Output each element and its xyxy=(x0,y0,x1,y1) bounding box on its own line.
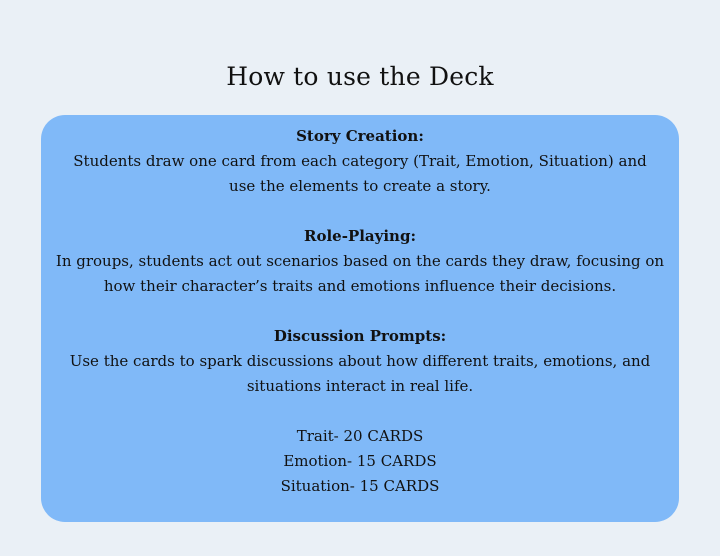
count-emotion: Emotion- 15 CARDS xyxy=(283,452,437,470)
section-story-creation xyxy=(41,124,679,199)
section-body: Use the cards to spark discussions about how different traits, emotions, and situations interact in real life. xyxy=(69,352,651,395)
section-body: In groups, students act out scenarios based on the cards they draw, focusing on how their character’s traits and emotions influence their decisions. xyxy=(55,252,665,295)
card-counts xyxy=(41,424,679,499)
page-title: How to use the Deck xyxy=(226,62,494,91)
section-heading: Role-Playing: xyxy=(304,227,416,245)
section-heading: Discussion Prompts: xyxy=(273,327,447,345)
count-situation: Situation- 15 CARDS xyxy=(280,477,440,495)
section-body: Students draw one card from each category (Trait, Emotion, Situation) and use the elements to create a story. xyxy=(73,152,647,195)
section-discussion-prompts xyxy=(41,324,679,399)
instructions-panel xyxy=(41,115,679,522)
section-role-playing xyxy=(41,224,679,299)
section-heading: Story Creation: xyxy=(296,127,424,145)
count-trait: Trait- 20 CARDS xyxy=(296,427,424,445)
